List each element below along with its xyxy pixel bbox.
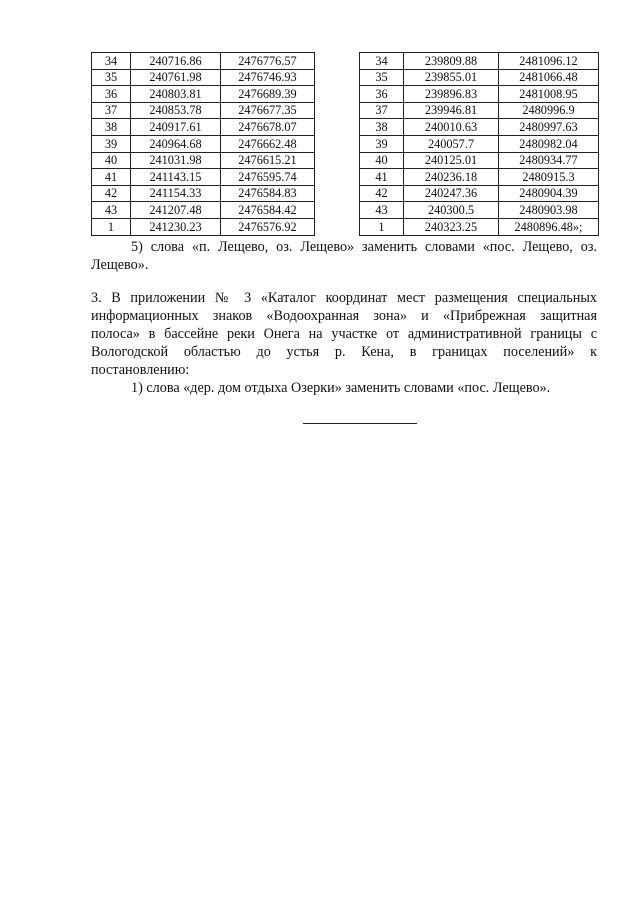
table-row	[360, 218, 599, 235]
y-coordinate-cell: 2476662.48	[221, 135, 315, 152]
coordinates-table-right-body	[360, 53, 599, 236]
y-coordinate-cell: 2480996.9	[499, 102, 599, 119]
x-coordinate-cell: 240010.63	[404, 119, 499, 136]
y-coordinate-cell: 2480934.77	[499, 152, 599, 169]
table-row	[92, 53, 315, 70]
point-number-cell: 38	[92, 119, 131, 136]
point-number-cell: 43	[360, 202, 404, 219]
y-coordinate-cell: 2481066.48	[499, 69, 599, 86]
table-row	[360, 53, 599, 70]
y-coordinate-cell: 2476595.74	[221, 169, 315, 186]
y-coordinate-cell: 2480903.98	[499, 202, 599, 219]
x-coordinate-cell: 241031.98	[131, 152, 221, 169]
paragraph-line: 5) слова «п. Лещево, оз. Лещево» заменить словами «пос. Лещево, оз.	[131, 239, 597, 255]
x-coordinate-cell: 241207.48	[131, 202, 221, 219]
x-coordinate-cell: 239896.83	[404, 86, 499, 103]
point-number-cell: 35	[92, 69, 131, 86]
point-number-cell: 38	[360, 119, 404, 136]
x-coordinate-cell: 240236.18	[404, 169, 499, 186]
y-coordinate-cell: 2476776.57	[221, 53, 315, 70]
x-coordinate-cell: 240964.68	[131, 135, 221, 152]
table-row	[360, 169, 599, 186]
point-number-cell: 40	[360, 152, 404, 169]
x-coordinate-cell: 240057.7	[404, 135, 499, 152]
end-divider-line	[303, 423, 417, 424]
paragraph-line: Лещево».	[91, 257, 149, 273]
y-coordinate-cell: 2476584.42	[221, 202, 315, 219]
y-coordinate-cell: 2480896.48»;	[499, 218, 599, 235]
paragraph-item-1	[91, 379, 597, 397]
point-number-cell: 36	[360, 86, 404, 103]
y-coordinate-cell: 2476677.35	[221, 102, 315, 119]
paragraph-item-5	[91, 238, 597, 274]
table-row	[360, 69, 599, 86]
y-coordinate-cell: 2476689.39	[221, 86, 315, 103]
x-coordinate-cell: 240917.61	[131, 119, 221, 136]
x-coordinate-cell: 240323.25	[404, 218, 499, 235]
table-row	[92, 152, 315, 169]
table-row	[92, 218, 315, 235]
table-row	[92, 86, 315, 103]
x-coordinate-cell: 239946.81	[404, 102, 499, 119]
x-coordinate-cell: 240716.86	[131, 53, 221, 70]
x-coordinate-cell: 240853.78	[131, 102, 221, 119]
point-number-cell: 39	[360, 135, 404, 152]
y-coordinate-cell: 2476746.93	[221, 69, 315, 86]
point-number-cell: 42	[92, 185, 131, 202]
point-number-cell: 34	[360, 53, 404, 70]
x-coordinate-cell: 240300.5	[404, 202, 499, 219]
paragraph-line: информационных знаков «Водоохранная зона» и «Прибрежная защитная	[91, 308, 597, 324]
x-coordinate-cell: 241143.15	[131, 169, 221, 186]
point-number-cell: 40	[92, 152, 131, 169]
table-row	[92, 185, 315, 202]
table-row	[360, 185, 599, 202]
y-coordinate-cell: 2476576.92	[221, 218, 315, 235]
table-row	[360, 119, 599, 136]
table-row	[92, 169, 315, 186]
table-row	[92, 119, 315, 136]
paragraph-line: постановлению:	[91, 362, 190, 378]
y-coordinate-cell: 2480904.39	[499, 185, 599, 202]
paragraph-line: 1) слова «дер. дом отдыха Озерки» заменить словами «пос. Лещево».	[131, 380, 551, 396]
paragraph-line: полоса» в бассейне реки Онега на участке от административной границы с	[91, 326, 597, 342]
table-row	[360, 86, 599, 103]
coordinates-table-right	[359, 52, 599, 236]
point-number-cell: 1	[92, 218, 131, 235]
point-number-cell: 34	[92, 53, 131, 70]
x-coordinate-cell: 241154.33	[131, 185, 221, 202]
point-number-cell: 42	[360, 185, 404, 202]
table-row	[360, 102, 599, 119]
y-coordinate-cell: 2476678.07	[221, 119, 315, 136]
point-number-cell: 41	[360, 169, 404, 186]
table-row	[92, 202, 315, 219]
coordinates-table-left	[91, 52, 315, 236]
y-coordinate-cell: 2480997.63	[499, 119, 599, 136]
paragraph-line: Вологодской областью до устья р. Кена, в границах поселений» к	[91, 344, 597, 360]
paragraph-section-3	[91, 289, 597, 379]
point-number-cell: 41	[92, 169, 131, 186]
y-coordinate-cell: 2480982.04	[499, 135, 599, 152]
y-coordinate-cell: 2476584.83	[221, 185, 315, 202]
point-number-cell: 39	[92, 135, 131, 152]
point-number-cell: 37	[92, 102, 131, 119]
x-coordinate-cell: 240803.81	[131, 86, 221, 103]
table-row	[360, 152, 599, 169]
x-coordinate-cell: 239809.88	[404, 53, 499, 70]
paragraph-line: 3. В приложении № 3 «Каталог координат мест размещения специальных	[91, 290, 597, 306]
table-row	[360, 135, 599, 152]
y-coordinate-cell: 2481096.12	[499, 53, 599, 70]
point-number-cell: 36	[92, 86, 131, 103]
point-number-cell: 1	[360, 218, 404, 235]
x-coordinate-cell: 240761.98	[131, 69, 221, 86]
table-row	[92, 135, 315, 152]
x-coordinate-cell: 240125.01	[404, 152, 499, 169]
point-number-cell: 43	[92, 202, 131, 219]
y-coordinate-cell: 2480915.3	[499, 169, 599, 186]
x-coordinate-cell: 241230.23	[131, 218, 221, 235]
coordinates-table-left-body	[92, 53, 315, 236]
x-coordinate-cell: 240247.36	[404, 185, 499, 202]
x-coordinate-cell: 239855.01	[404, 69, 499, 86]
point-number-cell: 37	[360, 102, 404, 119]
y-coordinate-cell: 2481008.95	[499, 86, 599, 103]
table-row	[360, 202, 599, 219]
point-number-cell: 35	[360, 69, 404, 86]
table-row	[92, 69, 315, 86]
table-row	[92, 102, 315, 119]
y-coordinate-cell: 2476615.21	[221, 152, 315, 169]
